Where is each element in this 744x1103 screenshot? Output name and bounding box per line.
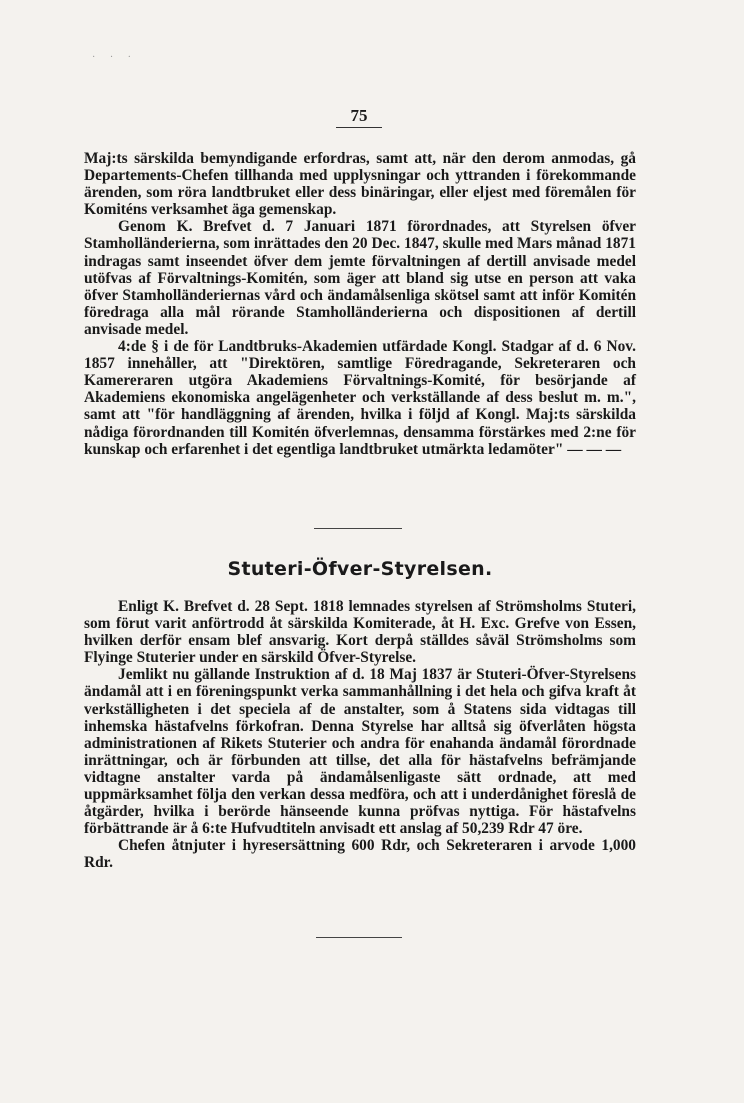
section-heading: Stuteri-Öfver-Styrelsen. xyxy=(227,558,493,580)
body-text xyxy=(84,150,636,458)
section-paragraph-1: Enligt K. Brefvet d. 28 Sept. 1818 lemnades styrelsen af Strömsholms Stuteri, som förut varit anförtrodd åt särskilda Komiterade, åt H. Exc. Grefve von Essen, hvilken derför ensam blef ansvarig. Kort derpå ställdes såväl Strömsholms som Flyinge Stuterier under en särskild Öfver-Styrelse. xyxy=(84,598,636,667)
paragraph-2: Genom K. Brefvet d. 7 Januari 1871 förordnades, att Styrelsen öfver Stamholländerierna, som inrättades den 20 Dec. 1847, skulle med Mars månad 1871 indragas samt inseendet öfver dem jemte förvaltningen af dertill anvisade medel utöfvas af Förvaltnings-Komitén, som äger att bland sig utse en person att vaka öfver Stamholländeriernas vård och ändamålsenliga skötsel samt att inför Komitén föredraga alla mål rörande Stamholländerierna och dispositionen af dertill anvisade medel. xyxy=(84,218,636,338)
section-text xyxy=(84,598,636,872)
section-paragraph-3: Chefen åtnjuter i hyresersättning 600 Rdr, och Sekreteraren i arvode 1,000 Rdr. xyxy=(84,837,636,872)
paragraph-1: Maj:ts särskilda bemyndigande erfordras, samt att, när den derom anmodas, gå Departements-Chefen tillhanda med upplysningar och yttranden i förekommande ärenden, som röra landtbruket eller dess binäringar, eller eljest med föremålen för Komiténs verksamhet äga gemenskap. xyxy=(84,150,636,219)
page-number: 75 xyxy=(350,106,368,125)
section-divider xyxy=(314,528,402,529)
scan-specks: · · · xyxy=(92,52,137,63)
page-number-rule xyxy=(336,127,382,128)
section-paragraph-2: Jemlikt nu gällande Instruktion af d. 18 Maj 1837 är Stuteri-Öfver-Styrelsens ändamål att i en föreningspunkt verka sammanhållning i det hela och gifva kraft åt verkställigheten i det speciela af de anstalter, som å Statens sida vidtagas till inhemska hästafvelns förkofran. Denna Styrelse har alltså sig öfverlåten högsta administrationen af Rikets Stuterier och andra för enahanda ändamål förordnade inrättningar, och är förbunden att tillse, det alla för hästafvelns befrämjande vidtagne anstalter varda på ändamålsenligaste sätt ordnade, att med uppmärksamhet följa den verkan dessa medföra, och att i underdånighet föreslå de åtgärder, hvilka i berörde hänseende kunna pröfvas nyttiga. För hästafvelns förbättrande är å 6:te Hufvudtiteln anvisadt ett anslag af 50,239 Rdr 47 öre. xyxy=(84,666,636,838)
end-divider xyxy=(316,937,402,938)
paragraph-3: 4:de § i de för Landtbruks-Akademien utfärdade Kongl. Stadgar af d. 6 Nov. 1857 innehåller, att "Direktören, samtlige Föredragande, Sekreteraren och Kamereraren utgöra Akademiens Förvaltnings-Komité, för besörjande af Akademiens ekonomiska angelägenheter och verkställande af dess beslut m. m.", samt att "för handläggning af ärenden, hvilka i följd af Kongl. Maj:ts särskilda nådiga förordnanden till Komitén öfverlemnas, densamma förstärkes med 2:ne för kunskap och erfarenhet i det egentliga landtbruket utmärkta ledamöter" — — — xyxy=(84,338,636,458)
